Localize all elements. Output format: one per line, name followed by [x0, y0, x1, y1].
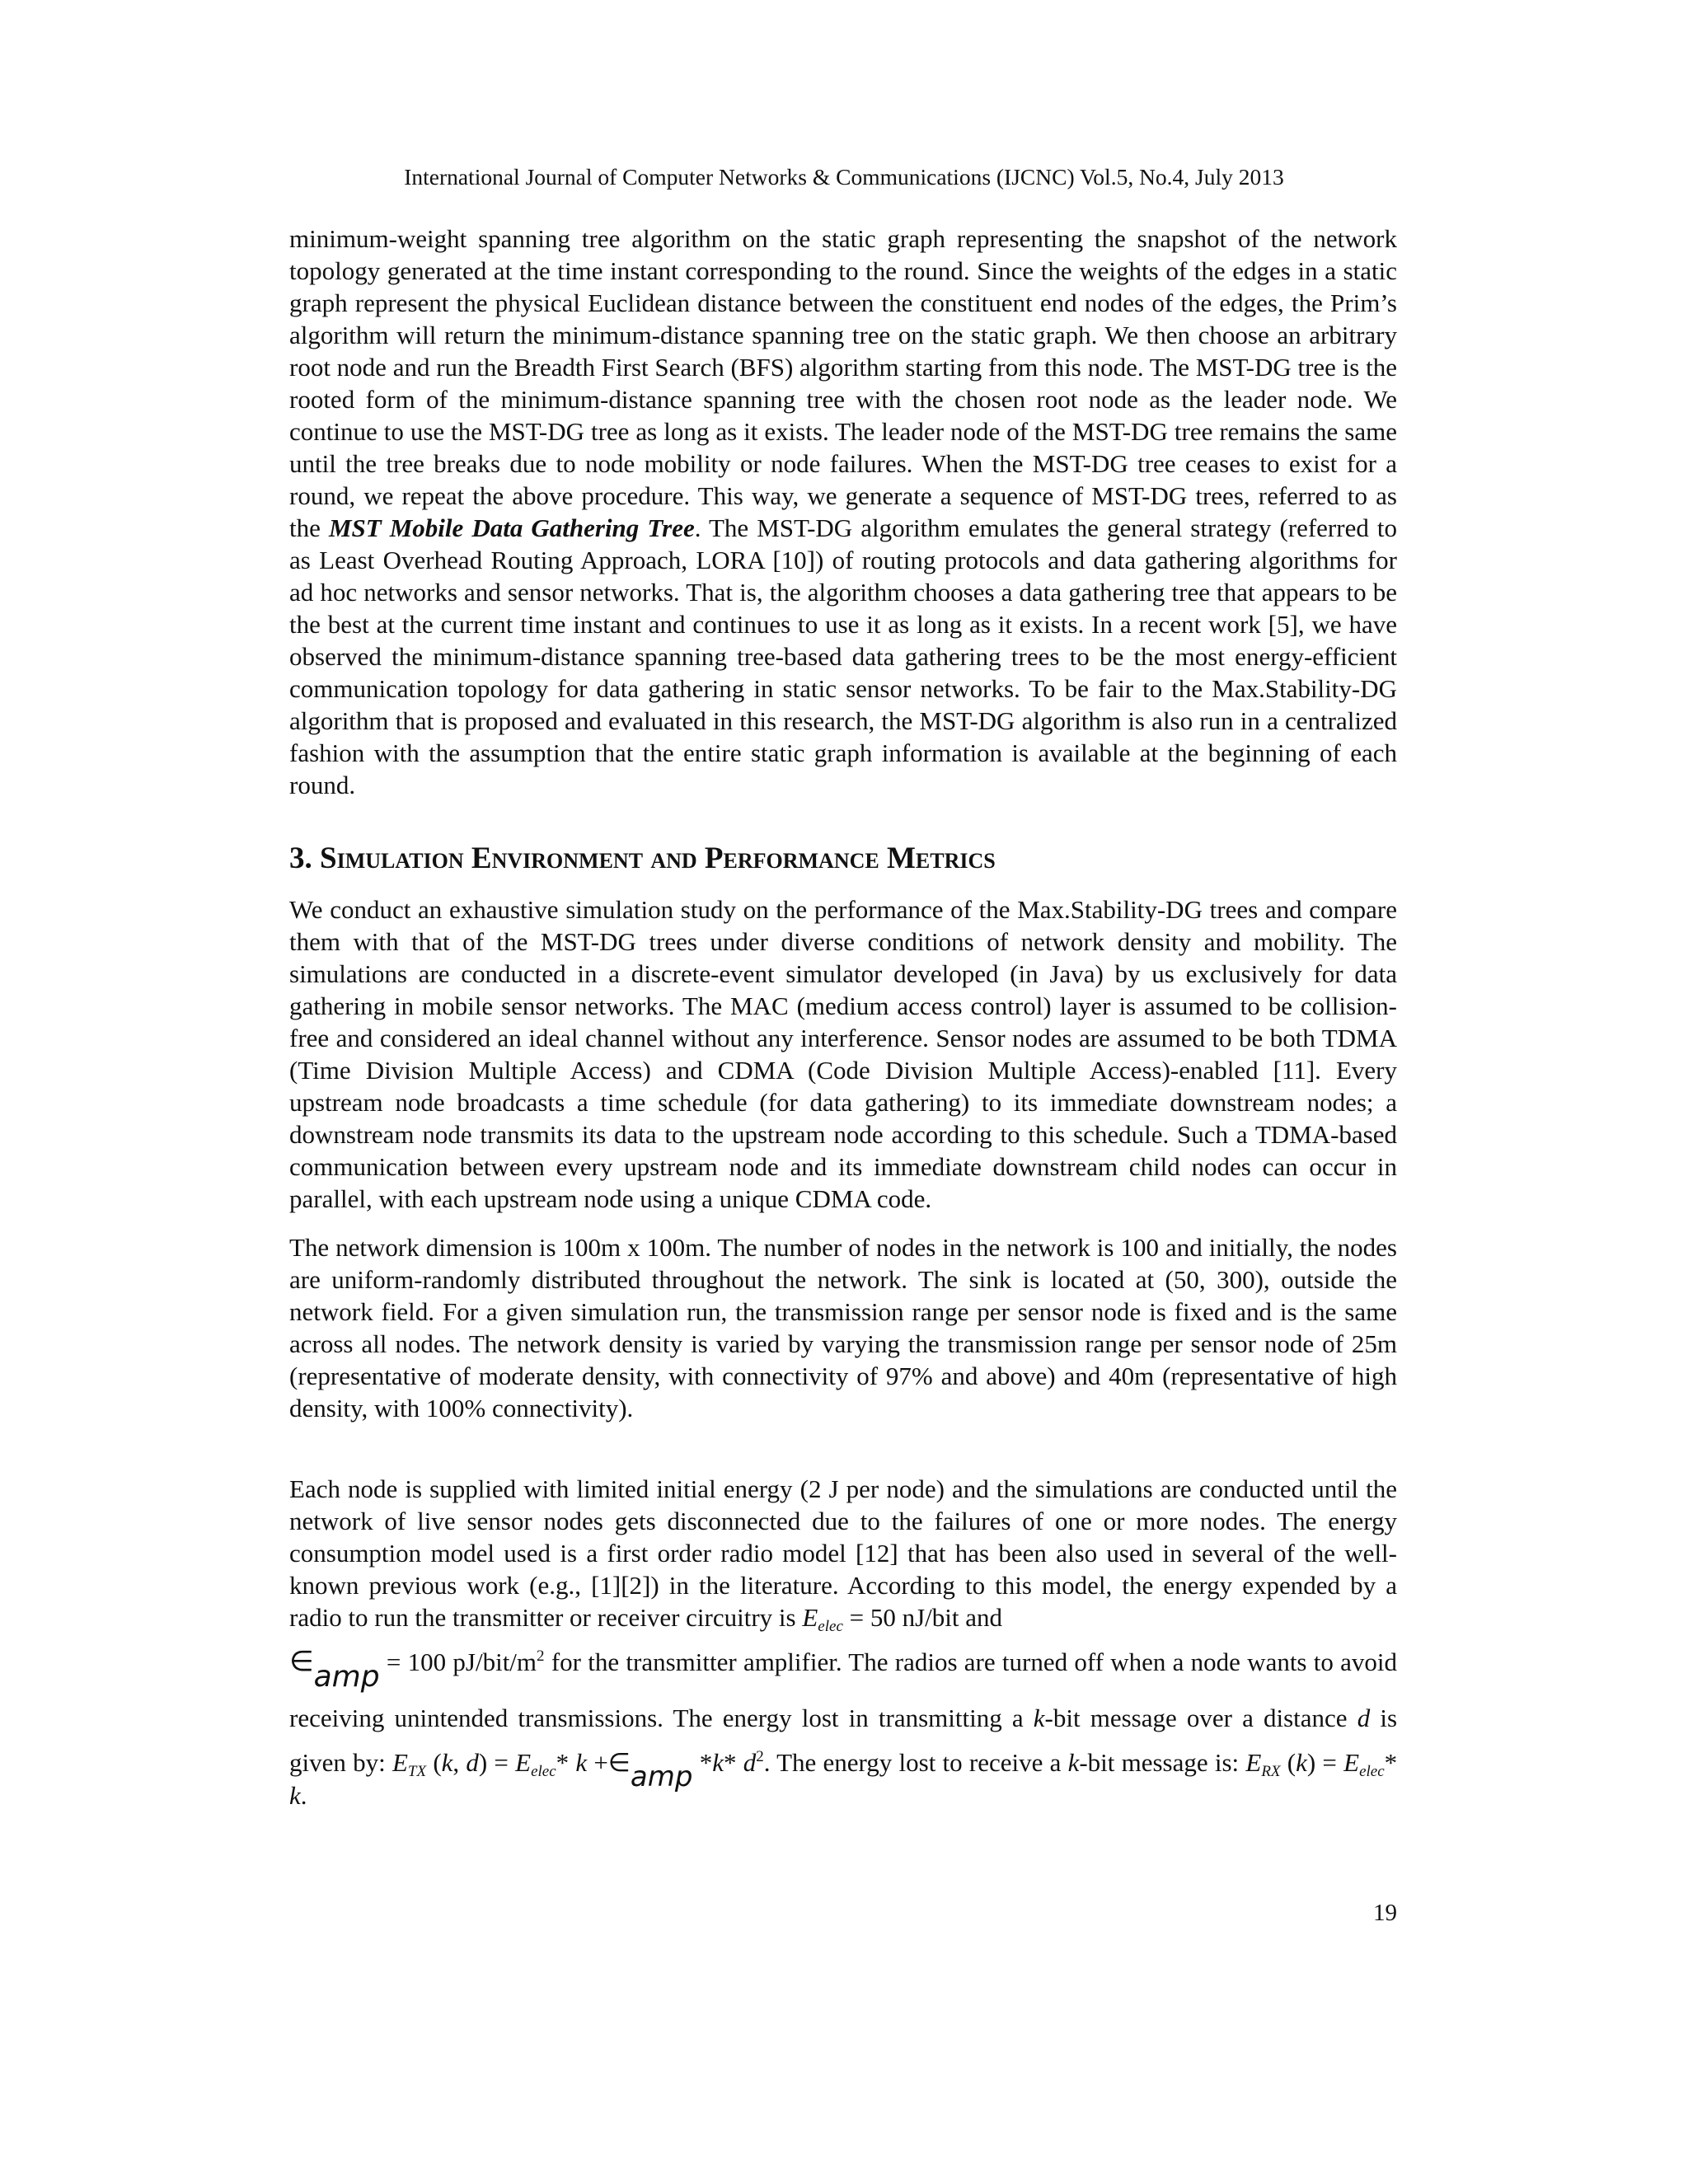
tx-comma: , [452, 1748, 460, 1777]
mst-tree-term: MST Mobile Data Gathering Tree [328, 513, 695, 542]
heading-word-2: Environment [471, 841, 644, 875]
kbit-mid-text: -bit message over a distance [1044, 1704, 1348, 1732]
amp-subscript-2: amp [630, 1760, 693, 1793]
amp-after-text: for the transmitter amplifier. The radios are turned off when a node wants to avoid receiving unintended transmissions. The energy lost in transmitting a [289, 1647, 1398, 1732]
elec-subscript-3: elec [1359, 1763, 1385, 1780]
d-var: d [1357, 1704, 1371, 1732]
star-2: * [699, 1748, 713, 1777]
tx-subscript: TX [407, 1763, 427, 1780]
elec-subscript: elec [818, 1618, 843, 1635]
running-header: International Journal of Computer Networks & Communications (IJCNC) Vol.5, No.4, July 2013 [404, 164, 1284, 190]
k-var-5: k [289, 1781, 301, 1810]
amp-value: = 100 pJ/bit/m [386, 1647, 537, 1676]
page-number: 19 [1373, 1900, 1397, 1926]
squared-superscript: 2 [537, 1647, 545, 1665]
rx-close: ) [1306, 1748, 1316, 1777]
star-1: * [556, 1748, 570, 1777]
k-var-3: k [712, 1748, 724, 1777]
rx-equals: = [1322, 1748, 1337, 1777]
e-elec-symbol-3: E [1343, 1748, 1360, 1777]
network-paragraph: The network dimension is 100m x 100m. The number of nodes in the network is 100 and initially, the nodes are uniform-randomly distributed throughout the network. The sink is located at (50, 300), outside the network field. For a given simulation run, the transmission range per sensor node is fixed and is the same across all nodes. The network density is varied by varying the transmission range per sensor node of 25m (representative of moderate density, with connectivity of 97% and above) and 40m (representative of high density, with 100% connectivity). [289, 1233, 1397, 1422]
simulation-paragraph: We conduct an exhaustive simulation study on the performance of the Max.Stability-DG trees and compare them with that of the MST-DG trees under diverse conditions of network density and mobility. The simulations are conducted in a discrete-event simulator developed (in Java) by us exclusively for data gathering in mobile sensor networks. The MAC (medium access control) layer is assumed to be collision-free and considered an ideal channel without any interference. Sensor nodes are assumed to be both TDMA (Time Division Multiple Access) and CDMA (Code Division Multiple Access)-enabled [11]. Every upstream node broadcasts a time schedule (for data gathering) to its immediate downstream nodes; a downstream node transmits its data to the upstream node according to this schedule. Such a TDMA-based communication between every upstream node and its immediate downstream child nodes can occur in parallel, with each upstream node using a unique CDMA code. [289, 895, 1397, 1213]
epsilon-symbol: ∈ [289, 1645, 314, 1678]
k-var-2: k [575, 1748, 588, 1777]
amp-subscript: amp [313, 1660, 380, 1694]
star-4: * [1384, 1748, 1398, 1777]
intro-text-after: . The MST-DG algorithm emulates the general strategy (referred to as Least Overhead Routing Approach, LORA [10]) of routing protocols and data gathering algorithms for ad hoc networks and sensor networks. That is, the algorithm chooses a data gathering tree that appears to be the best at the current time instant and continues to use it as long as it exists. In a recent work [5], we have observed the minimum-distance spanning tree-based data gathering trees to be the most energy-efficient communication topology for data gathering in static sensor networks. To be fair to the Max.Stability-DG algorithm that is proposed and evaluated in this research, the MST-DG algorithm is also run in a centralized fashion with the assumption that the entire static graph information is available at the beginning of each round. [289, 513, 1397, 799]
e-rx-symbol: E [1245, 1748, 1262, 1777]
final-period: . [300, 1781, 307, 1810]
k-var-4: k [1067, 1748, 1080, 1777]
epsilon-inline: ∈ [607, 1748, 631, 1778]
heading-word-1: Simulation [320, 841, 464, 875]
given-by-text: is given by: [289, 1704, 1398, 1777]
receive-text: . The energy lost to receive a [763, 1748, 1062, 1777]
e-symbol: E [802, 1603, 818, 1632]
rx-k: k [1296, 1748, 1307, 1777]
e-elec-symbol-2: E [515, 1748, 532, 1777]
tx-d: d [466, 1748, 479, 1777]
plus-sign: + [593, 1748, 608, 1777]
tx-k: k [441, 1748, 453, 1777]
intro-text-before: minimum-weight spanning tree algorithm on the static graph representing the snapshot of the network topology generated at the time instant corresponding to the round. Since the weights of the edges in a static graph represent the physical Euclidean distance between the constituent end nodes of the edges, the Prim’s algorithm will return the minimum-distance spanning tree on the static graph. We then choose an arbitrary root node and run the Breadth First Search (BFS) algorithm starting from this node. The MST-DG tree is the rooted form of the minimum-distance spanning tree with the chosen root node as the leader node. We continue to use the MST-DG tree as long as it exists. The leader node of the MST-DG tree remains the same until the tree breaks due to node mobility or node failures. When the MST-DG tree ceases to exist for a round, we repeat the above procedure. This way, we generate a sequence of MST-DG trees, referred to as the [289, 224, 1397, 542]
elec-subscript-2: elec [531, 1763, 556, 1780]
intro-paragraph [289, 223, 1397, 801]
page-content [289, 223, 1397, 1811]
energy-model-paragraph [289, 1473, 1397, 1811]
tx-open: ( [433, 1748, 442, 1777]
kbit-end-text: -bit message is: [1079, 1748, 1240, 1777]
rx-subscript: RX [1261, 1763, 1281, 1780]
d-var-2: d [743, 1748, 757, 1777]
e-tx-symbol: E [392, 1748, 408, 1777]
d-squared: 2 [756, 1748, 764, 1765]
section-3-heading [289, 841, 1397, 877]
heading-word-4: Performance [704, 841, 879, 875]
tx-close: ) = [478, 1748, 509, 1777]
rx-open: ( [1287, 1748, 1296, 1777]
heading-word-3: and [650, 841, 697, 875]
k-var: k [1033, 1704, 1045, 1732]
elec-value: = 50 nJ/bit and [849, 1603, 1003, 1632]
energy-lead-text: Each node is supplied with limited initial energy (2 J per node) and the simulations are conducted until the network of live sensor nodes gets disconnected due to the failures of one or more nodes. The energy consumption model used is a first order radio model [12] that has been also used in several of the well-known previous work (e.g., [1][2]) in the literature. According to this model, the energy expended by a radio to run the transmitter or receiver circuitry is [289, 1474, 1397, 1632]
section-number: 3. [289, 841, 312, 875]
star-3: * [723, 1748, 737, 1777]
heading-word-5: Metrics [886, 841, 996, 875]
